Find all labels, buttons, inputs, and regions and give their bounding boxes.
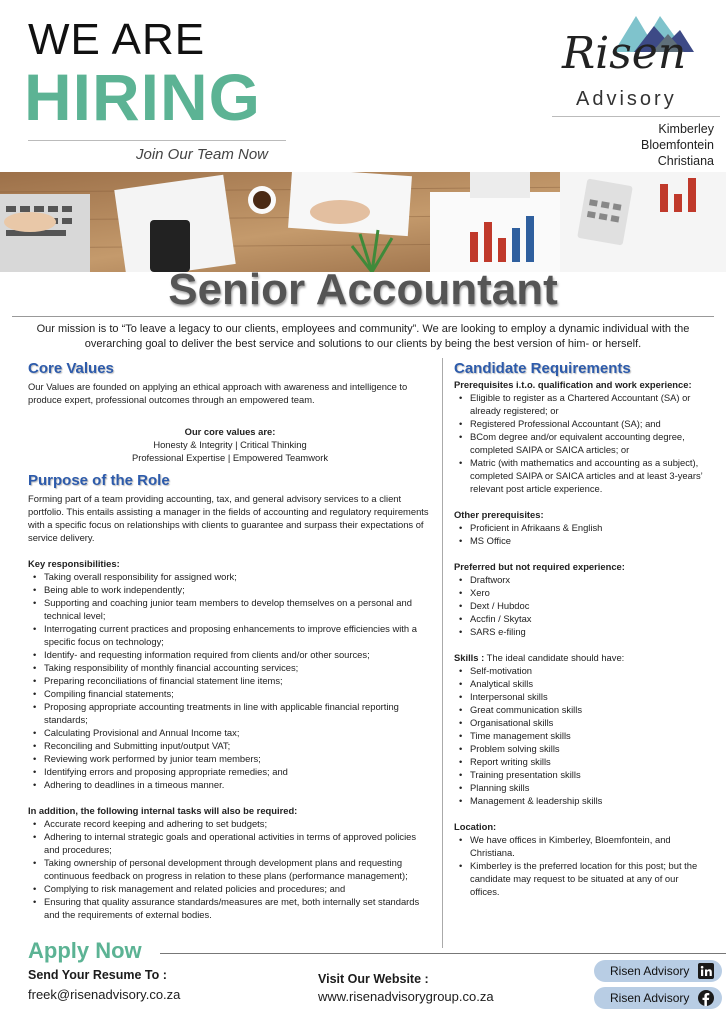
- send-resume-label: Send Your Resume To :: [28, 968, 167, 982]
- hiring-heading: HIRING: [24, 60, 261, 134]
- list-item: • Organisational skills: [454, 716, 708, 729]
- column-divider: [442, 358, 443, 948]
- list-item: • Proficient in Afrikaans & English: [454, 521, 708, 534]
- list-item: • Adhering to internal strategic goals and operational activities in terms of approved policies and procedures;: [28, 830, 432, 856]
- core-values-subheading: Our core values are:: [184, 426, 276, 437]
- list-item: • Taking overall responsibility for assigned work;: [28, 570, 432, 583]
- internal-tasks-list: [28, 817, 432, 921]
- list-item: • Self-motivation: [454, 664, 708, 677]
- linkedin-button[interactable]: [594, 960, 722, 982]
- list-item: • Taking ownership of personal development through development plans and requesting continuous feedback on progress in relation to these plans (performance management);: [28, 856, 432, 882]
- list-item: • Being able to work independently;: [28, 583, 432, 596]
- office-desk-photo: [0, 172, 726, 272]
- list-item: • Time management skills: [454, 729, 708, 742]
- list-item: • Calculating Provisional and Annual Income tax;: [28, 726, 432, 739]
- list-item: • Identifying errors and proposing appropriate remedies; and: [28, 765, 432, 778]
- list-item: • Great communication skills: [454, 703, 708, 716]
- skills-heading: [454, 651, 708, 664]
- core-values-line: Honesty & Integrity | Critical Thinking: [153, 439, 307, 450]
- city: Bloemfontein: [641, 138, 714, 152]
- left-column: [28, 360, 432, 921]
- logo-subtitle: Advisory: [576, 88, 677, 110]
- job-title: Senior Accountant: [168, 265, 558, 314]
- visit-website-label: Visit Our Website :: [318, 972, 429, 986]
- skills-list: [454, 664, 708, 807]
- prerequisites-heading: Prerequisites i.t.o. qualification and work experience:: [454, 379, 692, 390]
- list-item: • Complying to risk management and related policies and procedures; and: [28, 882, 432, 895]
- list-item: • Adhering to deadlines in a timeous manner.: [28, 778, 432, 791]
- list-item: • Matric (with mathematics and accounting as a subject), completed SAIPA or SAICA articles and at least 3-years’ relevant post article experience.: [454, 456, 708, 495]
- list-item: • Supporting and coaching junior team members to develop themselves on a personal and technical level;: [28, 596, 432, 622]
- core-values-heading: Core Values: [28, 360, 114, 377]
- skills-label: Skills :: [454, 652, 485, 663]
- header-divider: [28, 140, 286, 141]
- list-item: • We have offices in Kimberley, Bloemfontein, and Christiana.: [454, 833, 708, 859]
- list-item: • Report writing skills: [454, 755, 708, 768]
- list-item: • BCom degree and/or equivalent accounting degree, completed SAIPA or SAICA articles; or: [454, 430, 708, 456]
- list-item: • Interrogating current practices and proposing enhancements to improve efficiencies with a specific focus on technology;: [28, 622, 432, 648]
- list-item: • Interpersonal skills: [454, 690, 708, 703]
- list-item: • Accfin / Skytax: [454, 612, 708, 625]
- core-values-line: Professional Expertise | Empowered Teamwork: [131, 452, 329, 463]
- list-item: • Registered Professional Accountant (SA); and: [454, 417, 708, 430]
- list-item: • Planning skills: [454, 781, 708, 794]
- core-values-intro: Our Values are founded on applying an ethical approach with awareness and intelligence to produce expert, professional outcomes through an empowered team.: [28, 381, 408, 405]
- contact-email-link[interactable]: freek@risenadvisory.co.za: [28, 987, 181, 1002]
- internal-tasks-heading: In addition, the following internal tasks will also be required:: [28, 805, 298, 816]
- preferred-experience-list: [454, 573, 708, 638]
- list-item: • Identify- and requesting information required from clients and/or other sources;: [28, 648, 432, 661]
- skills-intro: The ideal candidate should have:: [484, 652, 625, 663]
- requirements-heading: Candidate Requirements: [454, 360, 631, 377]
- location-list: [454, 833, 708, 898]
- facebook-label: Risen Advisory: [610, 991, 690, 1005]
- mission-statement: Our mission is to “To leave a legacy to our clients, employees and community”. We are looking to employ a dynamic individual with the overarching goal to deliver the best service and solutions to our clients by being the best version of him- or herself.: [36, 323, 690, 350]
- list-item: • SARS e-filing: [454, 625, 708, 638]
- title-divider: [12, 316, 714, 317]
- preferred-experience-heading: Preferred but not required experience:: [454, 561, 625, 572]
- website-link[interactable]: www.risenadvisorygroup.co.za: [318, 989, 494, 1004]
- list-item: • MS Office: [454, 534, 708, 547]
- tagline: Join Our Team Now: [136, 146, 268, 163]
- apply-now-heading: Apply Now: [28, 938, 142, 963]
- list-item: • Reconciling and Submitting input/output VAT;: [28, 739, 432, 752]
- list-item: • Analytical skills: [454, 677, 708, 690]
- city: Kimberley: [658, 122, 714, 136]
- list-item: • Management & leadership skills: [454, 794, 708, 807]
- list-item: • Kimberley is the preferred location for this post; but the candidate may request to be situated at any of our offices.: [454, 859, 708, 898]
- office-cities: [641, 121, 714, 169]
- list-item: • Draftworx: [454, 573, 708, 586]
- linkedin-label: Risen Advisory: [610, 964, 690, 978]
- list-item: • Eligible to register as a Chartered Accountant (SA) or already registered; or: [454, 391, 708, 417]
- list-item: • Dext / Hubdoc: [454, 599, 708, 612]
- city: Christiana: [657, 154, 714, 168]
- logo-divider: [552, 116, 720, 117]
- right-column: [454, 360, 708, 898]
- list-item: • Ensuring that quality assurance standards/measures are met, both internally set standards and the requirements of external bodies.: [28, 895, 432, 921]
- list-item: • Problem solving skills: [454, 742, 708, 755]
- prerequisites-list: [454, 391, 708, 495]
- facebook-button[interactable]: [594, 987, 722, 1009]
- location-heading: Location:: [454, 821, 497, 832]
- other-prerequisites-list: [454, 521, 708, 547]
- list-item: • Compiling financial statements;: [28, 687, 432, 700]
- we-are-heading: WE ARE: [28, 15, 206, 64]
- facebook-icon: [698, 990, 714, 1006]
- list-item: • Reviewing work performed by junior team members;: [28, 752, 432, 765]
- list-item: • Proposing appropriate accounting treatments in line with applicable financial reporting standards;: [28, 700, 432, 726]
- logo-wordmark: Risen: [562, 28, 687, 79]
- responsibilities-heading: Key responsibilities:: [28, 558, 120, 569]
- list-item: • Training presentation skills: [454, 768, 708, 781]
- list-item: • Xero: [454, 586, 708, 599]
- list-item: • Preparing reconciliations of financial statement line items;: [28, 674, 432, 687]
- list-item: • Accurate record keeping and adhering to set budgets;: [28, 817, 432, 830]
- linkedin-icon: [698, 963, 714, 979]
- responsibilities-list: [28, 570, 432, 791]
- footer-divider: [160, 953, 726, 954]
- list-item: • Taking responsibility of monthly financial accounting services;: [28, 661, 432, 674]
- purpose-intro: Forming part of a team providing accounting, tax, and general advisory services to a client portfolio. This entails assisting a manager in the fields of accounting and regulatory requirements with a specific focus on relationships with clients to guarantee and surpass their expectations of service delivery.: [28, 493, 429, 543]
- purpose-heading: Purpose of the Role: [28, 472, 170, 489]
- other-prerequisites-heading: Other prerequisites:: [454, 509, 544, 520]
